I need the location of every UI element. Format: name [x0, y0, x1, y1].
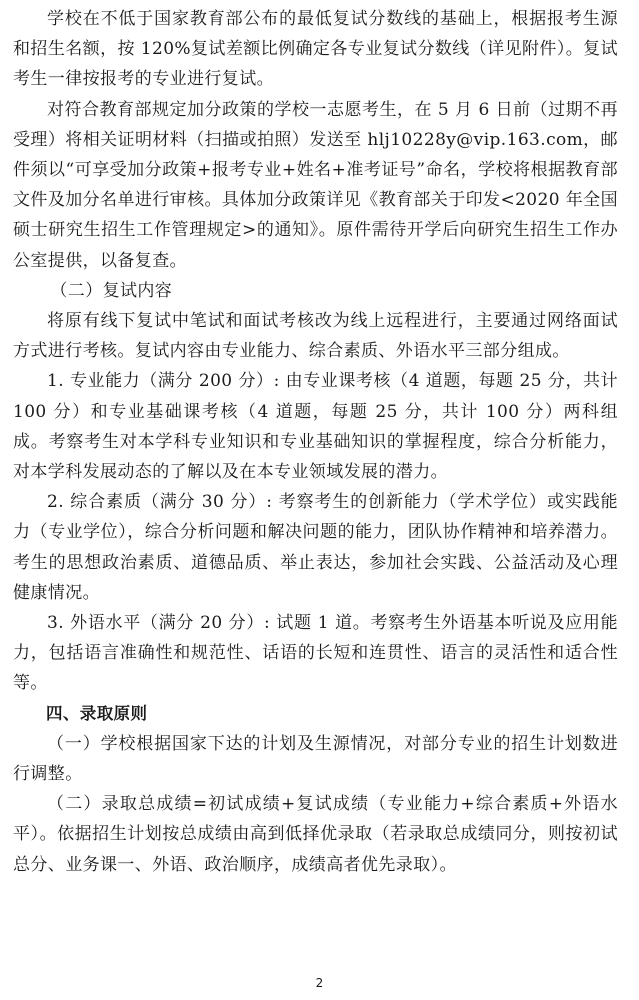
paragraph-professional-ability: 1. 专业能力（满分 200 分）: 由专业课考核（4 道题，每题 25 分，共计 100 分）和专业基础课考核（4 道题，每题 25 分，共计 100 分）两科组成。考察考生对本学科专业知识和专业基础知识的掌握程度，综合分析能力，对本学科发展动态的了解以及在本专业领域发展的潜力。 [13, 371, 618, 483]
paragraph-comprehensive-quality: 2. 综合素质（满分 30 分）: 考察考生的创新能力（学术学位）或实践能力（专业学位），综合分析问题和解决问题的能力，团队协作精神和培养潜力。考生的思想政治素质、道德品质、举止表达，参加社会实践、公益活动及心理健康情况。 [13, 492, 618, 603]
paragraph-online-retest: 将原有线下复试中笔试和面试考核改为线上远程进行，主要通过网络面试方式进行考核。复试内容由专业能力、综合素质、外语水平三部分组成。 [13, 311, 618, 362]
page-number: 2 [315, 976, 324, 990]
document-body [13, 4, 618, 880]
paragraph-retest-score-line: 学校在不低于国家教育部公布的最低复试分数线的基础上，根据报考生源和招生名额，按 120%复试差额比例确定各专业复试分数线（详见附件）。复试考生一律按报考的专业进行复试。 [13, 9, 618, 90]
heading-admission-principles: 四、录取原则 [46, 703, 148, 723]
paragraph-plan-adjustment: （一）学校根据国家下达的计划及生源情况，对部分专业的招生计划数进行调整。 [13, 733, 618, 785]
subheading-retest-content: （二）复试内容 [50, 280, 173, 301]
paragraph-bonus-policy: 对符合教育部规定加分政策的学校一志愿考生，在 5 月 6 日前（过期不再受理）将相关证明材料（扫描或拍照）发送至 hlj10228y@vip.163.com，邮件须以“可享受加分政策+报考专业+姓名+准考证号”命名，学校将根据教育部文件及加分名单进行审核。具体加分政策详见《教育部关于印发<2020 年全国硕士研究生招生工作管理规定>的通知》。原件需待开学后向研究生招生工作办公室提供，以备复查。 [13, 99, 618, 271]
paragraph-total-score: （二）录取总成绩=初试成绩+复试成绩（专业能力+综合素质+外语水平）。依据招生计划按总成绩由高到低择优录取（若录取总成绩同分，则按初试总分、业务课一、外语、政治顺序，成绩高者优先录取）。 [13, 794, 618, 875]
paragraph-foreign-language: 3. 外语水平（满分 20 分）: 试题 1 道。考察考生外语基本听说及应用能力，包括语言准确性和规范性、话语的长短和连贯性、语言的灵活性和适合性等。 [13, 613, 618, 694]
